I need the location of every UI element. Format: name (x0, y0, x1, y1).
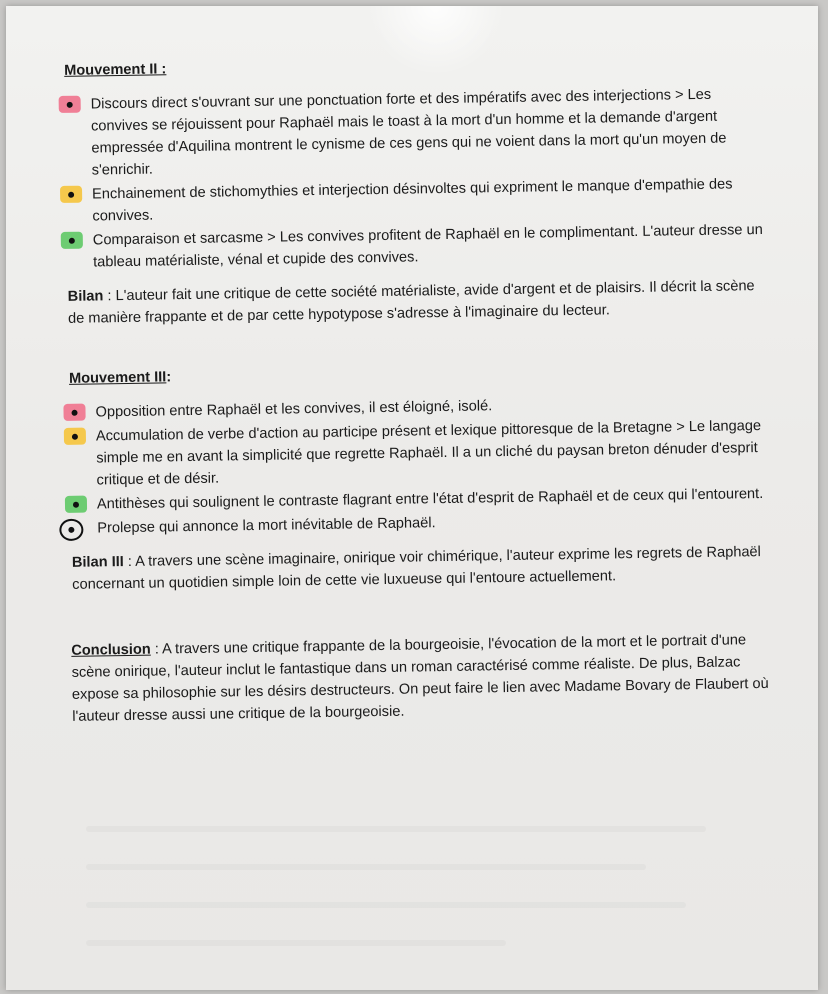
circled-bullet-icon (59, 519, 83, 541)
bilan-text: : L'auteur fait une critique de cette société matérialiste, avide d'argent et de plaisirs. Il décrit la scène de manière frappante et de par cette hypotypose s'adresse à l'imaginaire du lecteur. (67, 278, 755, 327)
green-highlight-bullet-icon (61, 232, 83, 249)
conclusion-paragraph (71, 629, 778, 728)
mouvement-3-title: Mouvement III: (68, 369, 172, 387)
green-highlight-bullet-icon (65, 496, 87, 513)
bleed-through-line (86, 902, 686, 908)
paper-sheet (6, 6, 818, 990)
bilan-label: Bilan (67, 288, 104, 305)
pink-highlight-bullet-icon (63, 404, 85, 421)
yellow-highlight-bullet-icon (64, 428, 86, 445)
bleed-through-line (86, 940, 506, 946)
list-item-text: Discours direct s'ouvrant sur une ponctuation forte et des impératifs avec des interjections > Les convives se réjouissent pour Raphaël mais le toast à la mort d'un homme et la demande d'argent empressée d'Aquilina montrent le cynisme de ces gens qui ne voient dans la mort qu'un moyen de s'enrichir. (90, 86, 727, 179)
conclusion-label: Conclusion (71, 641, 151, 659)
list-item-text: Opposition entre Raphaël et les convives, il est éloigné, isolé. (95, 398, 493, 421)
list-item-text: Antithèses qui soulignent le contraste flagrant entre l'état d'esprit de Raphaël et de ceux qui l'entourent. (96, 485, 764, 513)
list-item (64, 415, 775, 492)
pink-highlight-bullet-icon (59, 96, 81, 113)
document-content (58, 49, 778, 728)
list-item-text: Enchainement de stichomythies et interjection désinvoltes qui expriment le manque d'empathie des convives. (91, 176, 733, 225)
list-item-text: Comparaison et sarcasme > Les convives profitent de Raphaël en le complimentant. L'auteur dresse un tableau matérialiste, vénal et cupide des convives. (92, 221, 763, 271)
bleed-through-line (86, 826, 706, 832)
conclusion-text: : A travers une critique frappante de la bourgeoisie, l'évocation de la mort et le portrait d'une scène onirique, l'auteur inclut le fantastique dans un roman caractérisé comme réaliste. De plus, Balzac expose sa philosophie sur les désirs destructeurs. On peut faire le lien avec Madame Bovary de Flaubert où l'auteur dresse aussi une critique de la bourgeoisie. (71, 632, 769, 725)
bilan-text: : A travers une scène imaginaire, onirique voir chimérique, l'auteur exprime les regrets de Raphaël concernant un quotidien simple loin de cette vie luxueuse qui l'entoure actuellement. (72, 544, 761, 593)
list-item (61, 219, 772, 274)
list-item-text: Prolepse qui annonce la mort inévitable de Raphaël. (97, 515, 436, 537)
list-item (59, 83, 770, 182)
mouvement-2-title: Mouvement II : (64, 61, 167, 79)
yellow-highlight-bullet-icon (60, 186, 82, 203)
bilan-label: Bilan III (71, 554, 124, 571)
list-item-text: Accumulation de verbe d'action au participe présent et lexique pittoresque de la Bretagne > Le langage simple me en avant la simplicité que regrette Raphaël. Il a un cliché du paysan breton dénuder d'esprit critique et de désir. (95, 418, 762, 489)
bleed-through-line (86, 864, 646, 870)
